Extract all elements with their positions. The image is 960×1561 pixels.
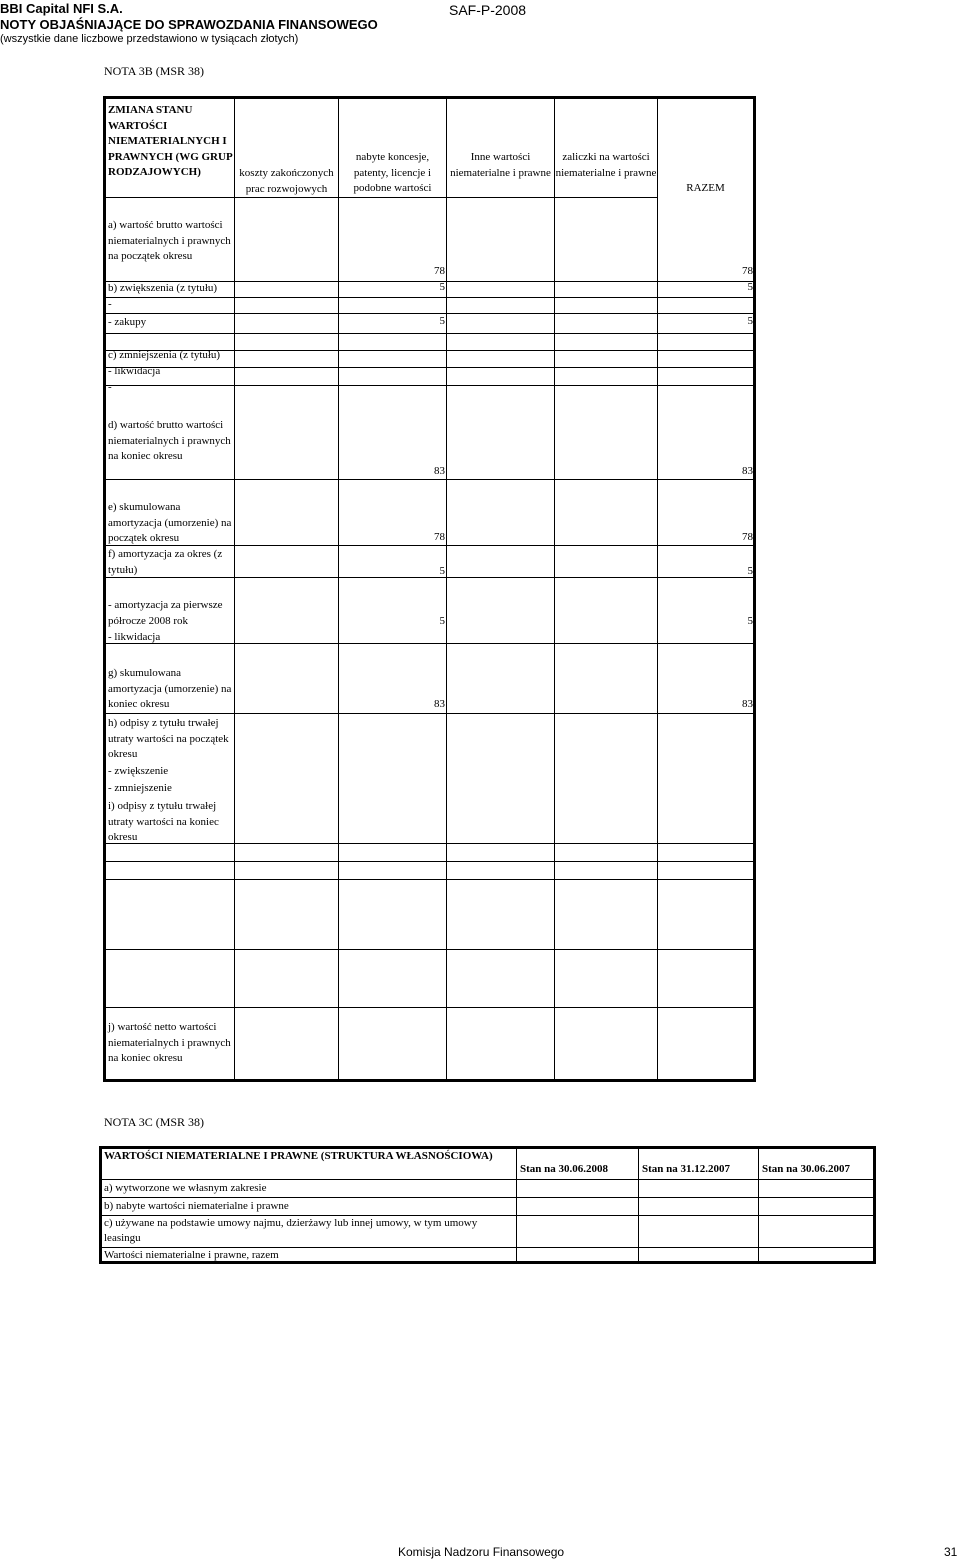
row-label-i: i) odpisy z tytułu trwałej utraty wartości na koniec okresu [108,800,219,843]
company-name: BBI Capital NFI S.A. [0,1,123,16]
row-f-polrocze-value-koncesje: 5 [439,615,445,627]
row-label-f-likwidacja: - likwidacja [108,631,161,643]
row-b-value-koncesje: 5 [439,281,445,293]
row-f-value-koncesje: 5 [439,565,445,577]
row-label-b-zakupy: - zakupy [108,316,147,328]
row-g-value-koncesje: 83 [434,698,445,710]
nota-3c-title: NOTA 3C (MSR 38) [104,1115,205,1129]
row-a-value-koncesje: 78 [434,265,445,277]
row-label-b-dash: - [108,298,112,310]
row-label-e: e) skumulowana amortyzacja (umorzenie) na początek okresu [108,501,232,544]
row-label-c: c) zmniejszenia (z tytułu) [108,349,221,361]
row-b-value-razem: 5 [747,281,753,293]
footer-organization: Komisja Nadzoru Finansowego [398,1545,565,1559]
nota-3c-table [99,1146,876,1264]
row-label-h-zmniejszenie: - zmniejszenie [108,782,172,794]
col-header-razem: RAZEM [686,182,725,194]
col-header-zaliczki: zaliczki na wartości niematerialne i prawne [555,151,657,179]
nota-3c-corner-header: WARTOŚCI NIEMATERIALNE I PRAWNE (STRUKTURA WŁASNOŚCIOWA) [104,1150,493,1162]
document-title: NOTY OBJAŚNIAJĄCE DO SPRAWOZDANIA FINANSOWEGO [0,17,378,32]
page-number: 31 [944,1545,958,1559]
col-header-stan-30-06-2007: Stan na 30.06.2007 [762,1163,851,1175]
row-f-polrocze-value-razem: 5 [747,615,753,627]
nota-3b-corner-header: ZMIANA STANU WARTOŚCI NIEMATERIALNYCH I PRAWNYCH (WG GRUP RODZAJOWYCH) [108,104,233,178]
col-header-inne-wartosci: Inne wartości niematerialne i prawne [450,151,551,179]
row-label-3c-c: c) używane na podstawie umowy najmu, dzierżawy lub innej umowy, w tym umowy leasingu [104,1217,478,1244]
row-label-3c-b: b) nabyte wartości niematerialne i prawne [104,1200,289,1212]
row-g-value-razem: 83 [742,698,753,710]
row-label-b: b) zwiększenia (z tytułu) [108,282,218,294]
row-label-3c-total: Wartości niematerialne i prawne, razem [104,1249,279,1261]
col-header-koncesje-patenty: nabyte koncesje, patenty, licencje i podobne wartości [353,151,432,194]
row-f-value-razem: 5 [747,565,753,577]
document-subtitle: (wszystkie dane liczbowe przedstawiono w tysiącach złotych) [0,33,299,45]
col-header-stan-31-12-2007: Stan na 31.12.2007 [642,1163,731,1175]
row-label-f: f) amortyzacja za okres (z tytułu) [108,548,223,576]
row-a-value-razem: 78 [742,265,753,277]
row-label-c-likwidacja: - likwidacja [108,365,161,377]
row-e-value-razem: 78 [742,531,753,543]
row-label-3c-a: a) wytworzone we własnym zakresie [104,1182,267,1194]
row-label-h-zwiekszenie: - zwiększenie [108,765,169,777]
row-label-a: a) wartość brutto wartości niematerialnych i prawnych na początek okresu [108,219,231,262]
row-e-value-koncesje: 78 [434,531,445,543]
row-label-g: g) skumulowana amortyzacja (umorzenie) na koniec okresu [108,667,232,710]
col-header-stan-30-06-2008: Stan na 30.06.2008 [520,1163,609,1175]
form-code: SAF-P-2008 [449,2,527,18]
row-label-c-dash: - [108,381,112,393]
row-label-j: j) wartość netto wartości niematerialnych i prawnych na koniec okresu [108,1021,231,1064]
row-b-zakupy-value-koncesje: 5 [439,315,445,327]
col-header-prace-rozwojowe: koszty zakończonych prac rozwojowych [239,167,334,195]
row-b-zakupy-value-razem: 5 [747,315,753,327]
nota-3b-table [103,96,756,1082]
row-label-f-polrocze: - amortyzacja za pierwsze półrocze 2008 rok [108,599,223,627]
row-d-value-razem: 83 [742,465,753,477]
row-label-h: h) odpisy z tytułu trwałej utraty wartości na początek okresu [108,717,229,760]
nota-3b-title: NOTA 3B (MSR 38) [104,64,205,78]
row-d-value-koncesje: 83 [434,465,445,477]
row-label-d: d) wartość brutto wartości niematerialnych i prawnych na koniec okresu [108,419,231,462]
